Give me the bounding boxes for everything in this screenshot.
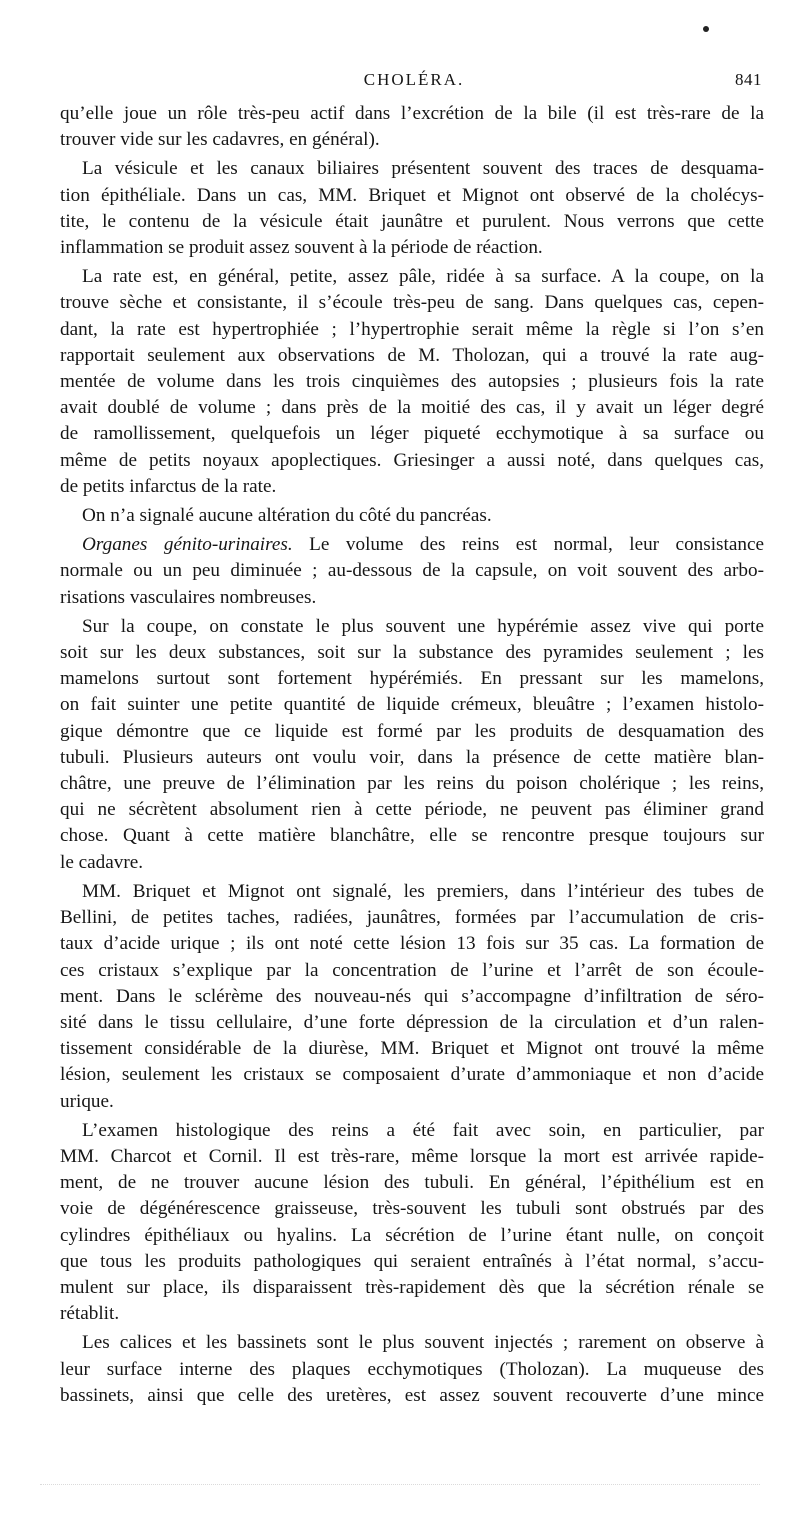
text-line: Bellini, de petites taches, radiées, jaunâtres, formées par l’accumulation de cris- — [60, 907, 764, 929]
text-line: normale ou un peu diminuée ; au-dessous de la capsule, on voit souvent des arbo- — [60, 560, 764, 582]
text-line: Sur la coupe, on constate le plus souvent une hypérémie assez vive qui porte — [82, 615, 764, 637]
paragraph-organes — [60, 532, 764, 611]
body-text — [60, 101, 764, 1412]
text-line: ment, de ne trouver aucune lésion des tubuli. En général, l’épithélium est en — [60, 1172, 764, 1194]
text-line: qui ne sécrètent absolument rien à cette période, ne peuvent pas éliminer grand — [60, 799, 764, 821]
text-line: La vésicule et les canaux biliaires présentent souvent des traces de desquama- — [82, 158, 764, 180]
text-line: chose. Quant à cette matière blanchâtre, elle se rencontre presque toujours sur — [60, 825, 764, 847]
text-line: rapportait seulement aux observations de M. Tholozan, qui a trouvé la rate aug- — [60, 344, 764, 366]
text-line: ment. Dans le sclérème des nouveau-nés qui s’accompagne d’infiltration de séro- — [60, 985, 764, 1007]
bottom-scan-noise — [40, 1484, 760, 1489]
text-line: MM. Charcot et Cornil. Il est très-rare, même lorsque la mort est arrivée rapide- — [60, 1145, 764, 1167]
text-line: on fait suinter une petite quantité de liquide crémeux, bleuâtre ; l’examen histolo- — [60, 694, 764, 716]
paragraph-rate — [60, 264, 764, 500]
text-line: bassinets, ainsi que celle des uretères, est assez souvent recouverte d’une mince — [60, 1384, 764, 1406]
page-number: 841 — [735, 70, 762, 89]
text-line: tion épithéliale. Dans un cas, MM. Briquet et Mignot ont observé de la cholécys- — [60, 184, 764, 206]
text-line: trouver vide sur les cadavres, en général). — [60, 129, 380, 151]
paragraph-histologique — [60, 1118, 764, 1328]
text-fragment: Le volume des reins est normal, leur consistance — [292, 534, 764, 556]
paragraph-pancreas — [60, 503, 764, 529]
running-title: CHOLÉRA. — [363, 70, 465, 89]
text-line: voie de dégénérescence graisseuse, très-souvent les tubuli sont obstrués par des — [60, 1198, 764, 1220]
text-line: gique démontre que ce liquide est formé par les produits de desquamation des — [60, 720, 764, 742]
text-line: rétablit. — [60, 1303, 120, 1325]
text-line: avait doublé de volume ; dans près de la moitié des cas, il y avait un léger degré — [60, 397, 764, 419]
text-line: qu’elle joue un rôle très-peu actif dans l’excrétion de la bile (il est très-rare de la — [60, 103, 764, 124]
paragraph-bile — [60, 101, 764, 153]
text-line: mamelons surtout sont fortement hypérémiés. En pressant sur les mamelons, — [60, 668, 764, 690]
text-line — [60, 532, 764, 558]
text-line: mentée de volume dans les trois cinquièmes des autopsies ; plusieurs fois la rate — [60, 371, 764, 393]
text-line: inflammation se produit assez souvent à la période de réaction. — [60, 237, 543, 259]
text-line: MM. Briquet et Mignot ont signalé, les premiers, dans l’intérieur des tubes de — [82, 880, 764, 902]
text-line: même de petits noyaux apoplectiques. Griesinger a aussi noté, dans quelques cas, — [60, 449, 764, 471]
text-line: de petits infarctus de la rate. — [60, 475, 277, 497]
text-line: ces cristaux s’explique par la concentration de l’urine et l’arrêt de son écoule- — [60, 959, 764, 981]
text-line: que tous les produits pathologiques qui seraient entraînés à l’état normal, s’accu- — [60, 1250, 764, 1272]
text-line: dant, la rate est hypertrophiée ; l’hypertrophie serait même la règle si l’on s’en — [60, 318, 764, 340]
text-line: La rate est, en général, petite, assez pâle, ridée à sa surface. A la coupe, on la — [82, 266, 764, 288]
text-line: sité dans le tissu cellulaire, d’une forte dépression de la circulation et d’un ralen- — [60, 1011, 764, 1033]
text-line: le cadavre. — [60, 851, 144, 873]
text-line: trouve sèche et consistante, il s’écoule très-peu de sang. Dans quelques cas, cepen- — [60, 292, 764, 314]
text-line: mulent sur place, ils disparaissent très-rapidement dès que la sécrétion rénale se — [60, 1276, 764, 1298]
paragraph-vesicule — [60, 156, 764, 261]
text-line: soit sur les deux substances, soit sur la substance des pyramides seulement ; les — [60, 642, 764, 664]
paragraph-bellini — [60, 879, 764, 1115]
paragraph-calices — [60, 1330, 764, 1409]
text-line: L’examen histologique des reins a été fait avec soin, en particulier, par — [82, 1119, 764, 1141]
text-line: tite, le contenu de la vésicule était jaunâtre et purulent. Nous verrons que cette — [60, 210, 764, 232]
text-line: risations vasculaires nombreuses. — [60, 586, 317, 608]
text-line: On n’a signalé aucune altération du côté du pancréas. — [82, 505, 492, 527]
text-line: taux d’acide urique ; ils ont noté cette lésion 13 fois sur 35 cas. La formation de — [60, 933, 764, 955]
ink-spot — [703, 26, 709, 32]
page-header — [62, 66, 766, 96]
section-lead-italic: Organes génito-urinaires. — [82, 534, 293, 556]
text-line: tissement considérable de la diurèse, MM. Briquet et Mignot ont trouvé la même — [60, 1038, 764, 1060]
paragraph-coupe — [60, 614, 764, 876]
text-line: de ramollissement, quelquefois un léger piqueté ecchymotique à sa surface ou — [60, 423, 764, 445]
text-line: Les calices et les bassinets sont le plus souvent injectés ; rarement on observe à — [82, 1332, 764, 1354]
text-line: tubuli. Plusieurs auteurs ont voulu voir, dans la présence de cette matière blan- — [60, 746, 764, 768]
text-line: leur surface interne des plaques ecchymotiques (Tholozan). La muqueuse des — [60, 1358, 764, 1380]
text-line: urique. — [60, 1090, 114, 1112]
text-line: châtre, une preuve de l’élimination par les reins du poison cholérique ; les reins, — [60, 773, 764, 795]
text-line: lésion, seulement les cristaux se composaient d’urate d’ammoniaque et non d’acide — [60, 1064, 764, 1086]
text-line: cylindres épithéliaux ou hyalins. La sécrétion de l’urine étant nulle, on conçoit — [60, 1224, 764, 1246]
